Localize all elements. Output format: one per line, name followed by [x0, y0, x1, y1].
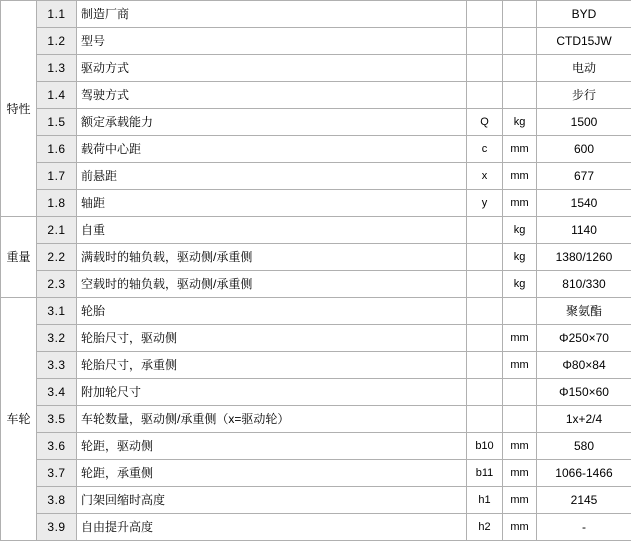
row-label: 驾驶方式: [77, 82, 467, 109]
row-symbol: [467, 325, 503, 352]
row-value: BYD: [537, 1, 631, 28]
row-symbol: [467, 244, 503, 271]
row-unit: mm: [503, 433, 537, 460]
row-value: 580: [537, 433, 631, 460]
row-number: 3.9: [37, 514, 77, 541]
row-unit: kg: [503, 244, 537, 271]
row-unit: mm: [503, 325, 537, 352]
table-row: [1, 1, 631, 28]
row-label: 门架回缩时高度: [77, 487, 467, 514]
row-value: 步行: [537, 82, 631, 109]
row-unit: mm: [503, 163, 537, 190]
row-unit: [503, 1, 537, 28]
row-symbol: h2: [467, 514, 503, 541]
row-symbol: [467, 352, 503, 379]
row-number: 1.8: [37, 190, 77, 217]
row-label: 自由提升高度: [77, 514, 467, 541]
row-number: 3.8: [37, 487, 77, 514]
table-row: [1, 433, 631, 460]
table-row: [1, 136, 631, 163]
row-label: 额定承载能力: [77, 109, 467, 136]
row-label: 驱动方式: [77, 55, 467, 82]
row-label: 载荷中心距: [77, 136, 467, 163]
row-label: 轮距，驱动侧: [77, 433, 467, 460]
row-value: 810/330: [537, 271, 631, 298]
row-symbol: [467, 271, 503, 298]
row-symbol: [467, 406, 503, 433]
row-label: 前悬距: [77, 163, 467, 190]
row-number: 1.1: [37, 1, 77, 28]
row-symbol: [467, 28, 503, 55]
row-unit: mm: [503, 514, 537, 541]
row-number: 3.6: [37, 433, 77, 460]
row-value: Φ80×84: [537, 352, 631, 379]
row-symbol: b11: [467, 460, 503, 487]
row-unit: [503, 55, 537, 82]
row-label: 轮胎尺寸，驱动侧: [77, 325, 467, 352]
row-unit: mm: [503, 190, 537, 217]
table-row: [1, 82, 631, 109]
row-symbol: [467, 82, 503, 109]
row-label: 制造厂商: [77, 1, 467, 28]
row-unit: [503, 28, 537, 55]
table-row: [1, 379, 631, 406]
row-unit: mm: [503, 487, 537, 514]
table-row: [1, 109, 631, 136]
row-number: 3.7: [37, 460, 77, 487]
row-value: Φ150×60: [537, 379, 631, 406]
row-number: 1.5: [37, 109, 77, 136]
row-label: 满载时的轴负载，驱动侧/承重侧: [77, 244, 467, 271]
row-number: 1.6: [37, 136, 77, 163]
row-symbol: x: [467, 163, 503, 190]
row-label: 轮胎: [77, 298, 467, 325]
row-symbol: [467, 298, 503, 325]
row-number: 3.1: [37, 298, 77, 325]
row-value: 1500: [537, 109, 631, 136]
table-row: [1, 217, 631, 244]
row-value: 677: [537, 163, 631, 190]
row-value: Φ250×70: [537, 325, 631, 352]
table-row: [1, 514, 631, 541]
row-symbol: [467, 55, 503, 82]
row-number: 1.4: [37, 82, 77, 109]
row-label: 车轮数量，驱动侧/承重侧（x=驱动轮）: [77, 406, 467, 433]
table-row: [1, 460, 631, 487]
row-symbol: Q: [467, 109, 503, 136]
row-number: 3.2: [37, 325, 77, 352]
table-row: [1, 406, 631, 433]
row-value: 1140: [537, 217, 631, 244]
row-value: 1066-1466: [537, 460, 631, 487]
row-value: -: [537, 514, 631, 541]
table-row: [1, 28, 631, 55]
row-label: 轮距，承重侧: [77, 460, 467, 487]
row-number: 1.2: [37, 28, 77, 55]
row-number: 1.7: [37, 163, 77, 190]
row-value: 2145: [537, 487, 631, 514]
table-row: [1, 163, 631, 190]
table-row: [1, 352, 631, 379]
group-label: 车轮: [1, 298, 37, 541]
row-label: 轴距: [77, 190, 467, 217]
table-row: [1, 298, 631, 325]
row-unit: [503, 379, 537, 406]
row-unit: mm: [503, 136, 537, 163]
row-label: 空载时的轴负载，驱动侧/承重侧: [77, 271, 467, 298]
table-row: [1, 487, 631, 514]
row-label: 自重: [77, 217, 467, 244]
row-number: 1.3: [37, 55, 77, 82]
row-value: 聚氨酯: [537, 298, 631, 325]
row-symbol: [467, 217, 503, 244]
row-value: CTD15JW: [537, 28, 631, 55]
row-value: 1540: [537, 190, 631, 217]
row-unit: kg: [503, 217, 537, 244]
row-unit: [503, 298, 537, 325]
row-value: 电动: [537, 55, 631, 82]
row-unit: [503, 406, 537, 433]
table-row: [1, 271, 631, 298]
row-unit: mm: [503, 460, 537, 487]
row-label: 附加轮尺寸: [77, 379, 467, 406]
table-row: [1, 55, 631, 82]
row-symbol: b10: [467, 433, 503, 460]
row-number: 3.5: [37, 406, 77, 433]
row-label: 型号: [77, 28, 467, 55]
row-number: 3.3: [37, 352, 77, 379]
row-value: 600: [537, 136, 631, 163]
row-unit: mm: [503, 352, 537, 379]
row-value: 1380/1260: [537, 244, 631, 271]
row-label: 轮胎尺寸，承重侧: [77, 352, 467, 379]
row-number: 2.1: [37, 217, 77, 244]
row-symbol: [467, 1, 503, 28]
table-row: [1, 325, 631, 352]
row-symbol: h1: [467, 487, 503, 514]
table-body: [1, 1, 631, 541]
table-row: [1, 244, 631, 271]
row-symbol: [467, 379, 503, 406]
table-row: [1, 190, 631, 217]
row-number: 2.3: [37, 271, 77, 298]
group-label: 重量: [1, 217, 37, 298]
row-unit: [503, 82, 537, 109]
group-label: 特性: [1, 1, 37, 217]
row-number: 3.4: [37, 379, 77, 406]
row-symbol: y: [467, 190, 503, 217]
row-unit: kg: [503, 271, 537, 298]
row-unit: kg: [503, 109, 537, 136]
row-value: 1x+2/4: [537, 406, 631, 433]
row-symbol: c: [467, 136, 503, 163]
row-number: 2.2: [37, 244, 77, 271]
